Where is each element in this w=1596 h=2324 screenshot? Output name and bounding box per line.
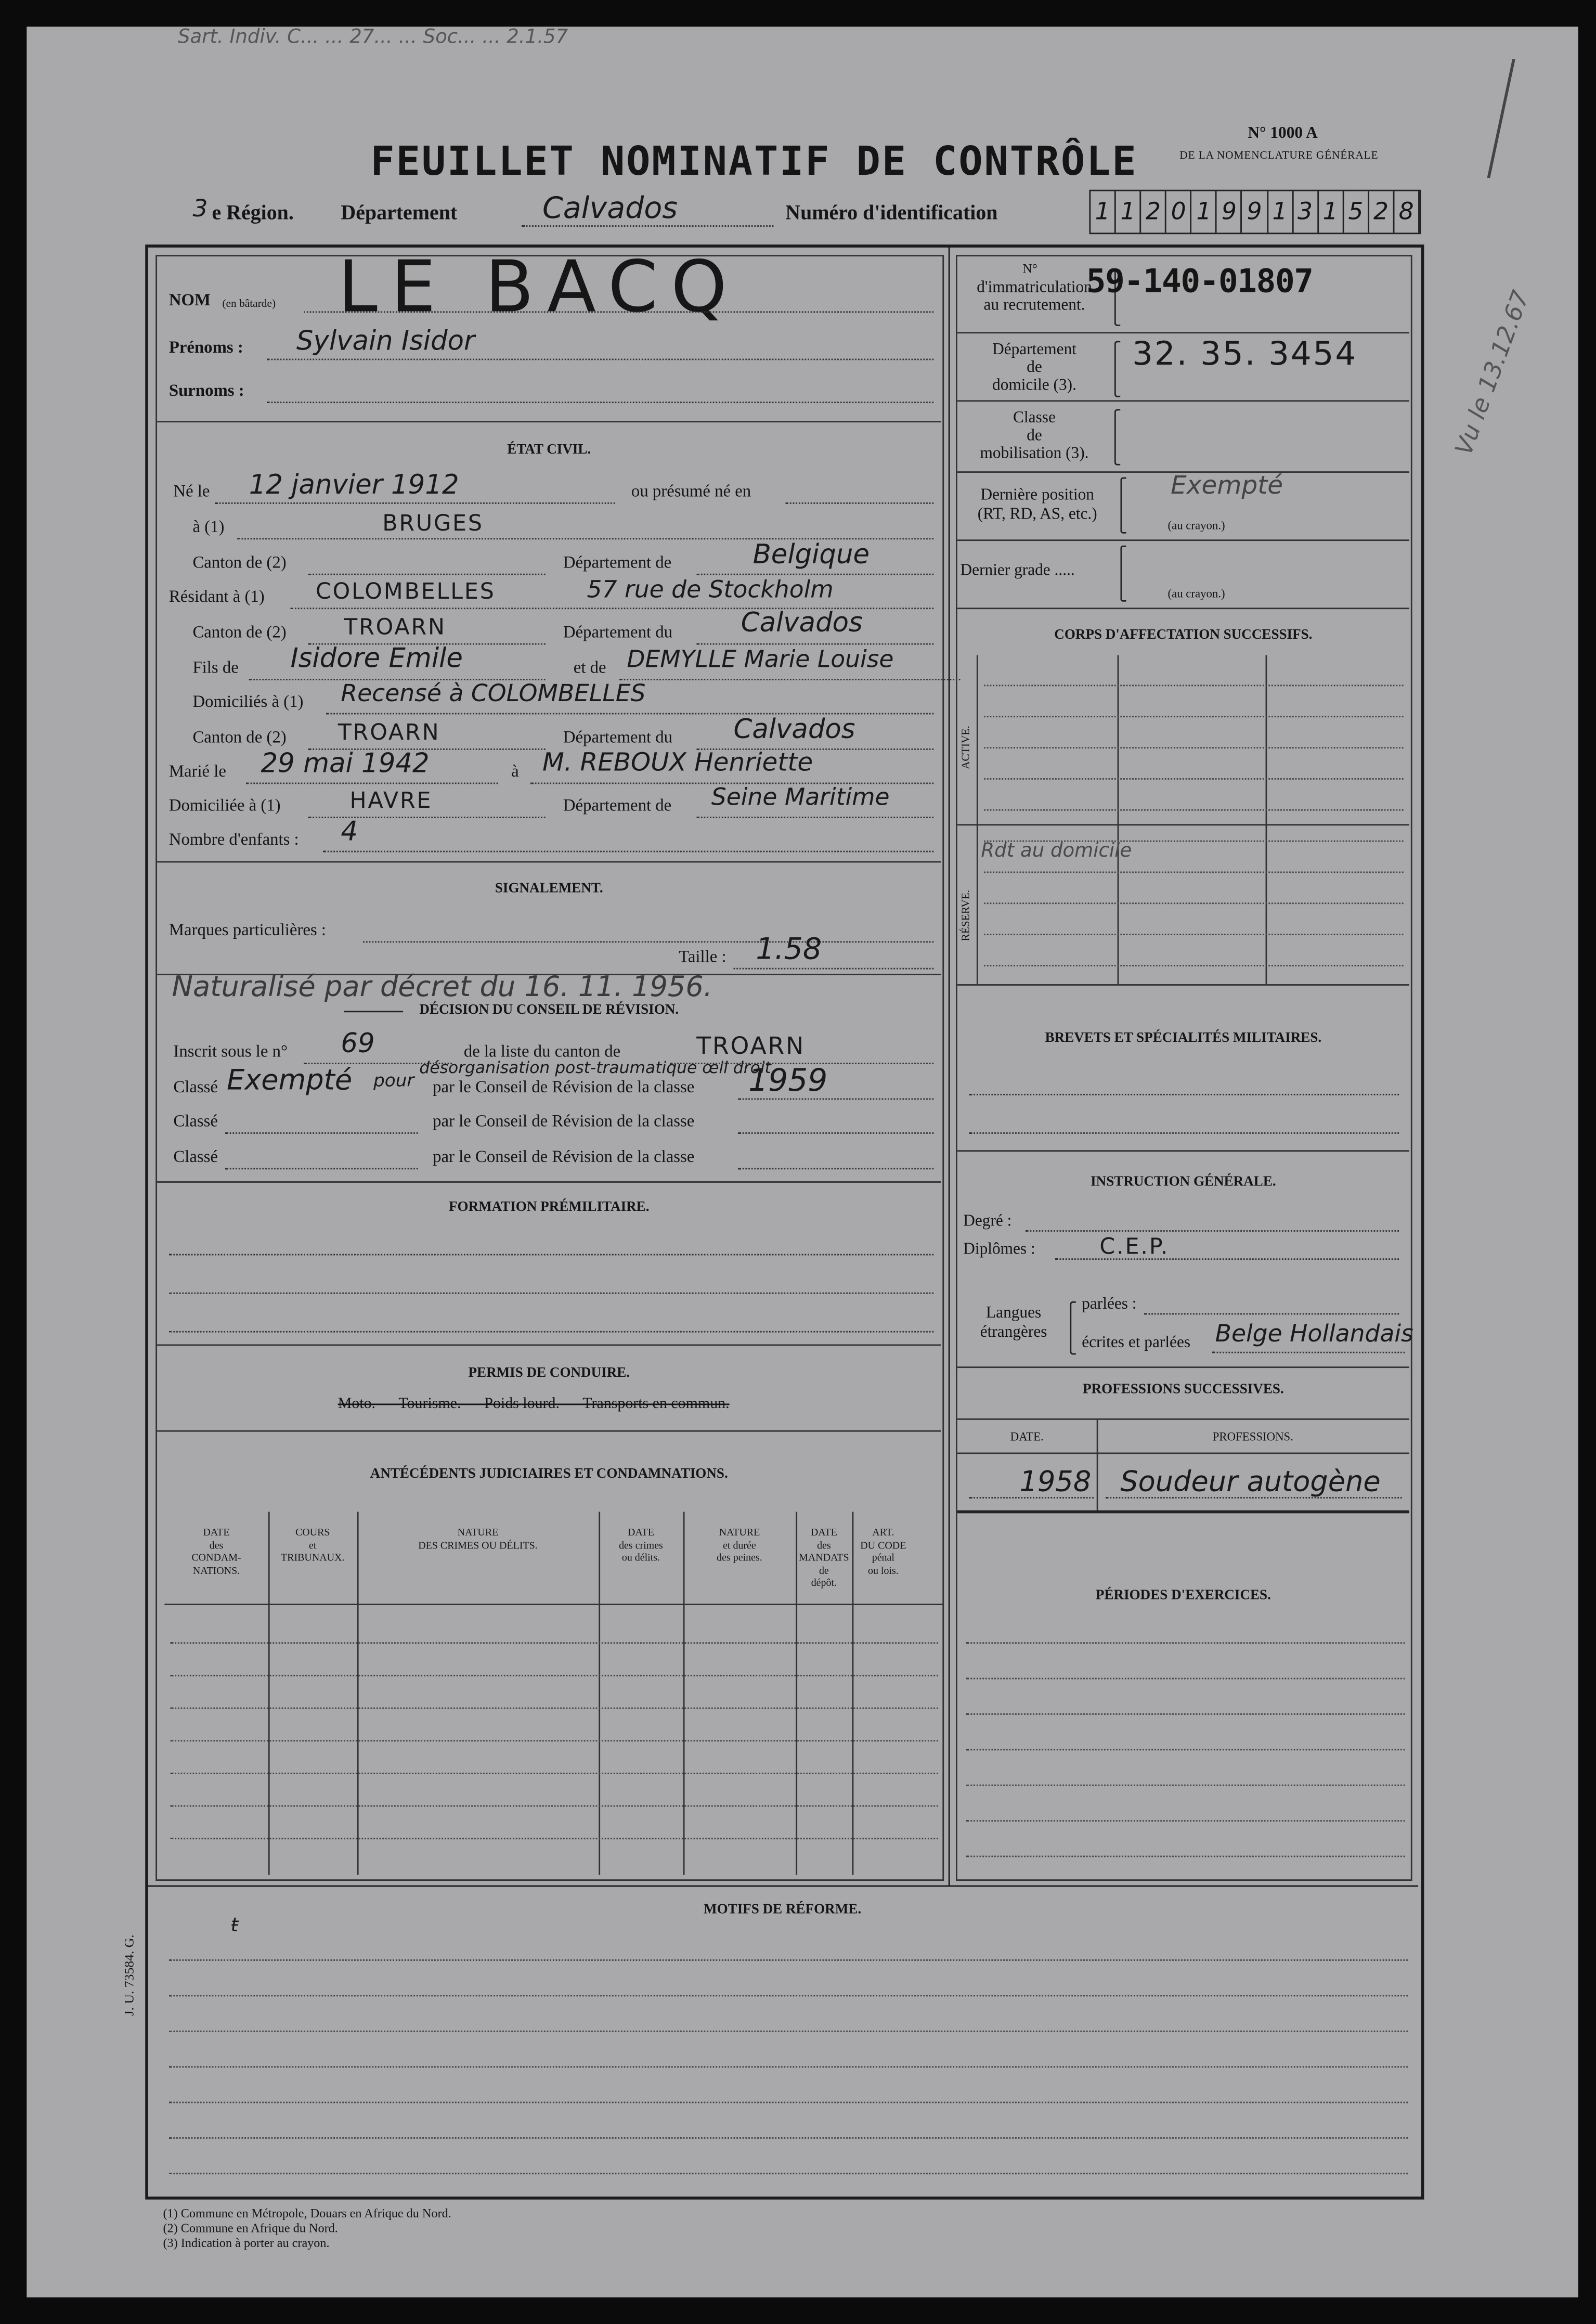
footnote-3: (3) Indication à porter au crayon. [163,2235,330,2250]
departement-value: Calvados [542,189,678,226]
marie-label: Marié le [168,763,226,781]
antecedents-header-rule [164,1604,944,1605]
antecedents-row-line [171,1675,938,1676]
classe-mob-label [961,409,1109,462]
antecedents-col-header-line: pénal [872,1552,894,1564]
langues-label-1: Langues [986,1304,1042,1322]
antecedents-col-header [164,1512,268,1604]
brevets-heading: BREVETS ET SPÉCIALITÉS MILITAIRES. [1045,1031,1322,1047]
residant-label: Résidant à (1) [168,588,265,606]
numero-digit: 8 [1394,191,1420,233]
corps-row-line [984,965,1403,966]
liste-label: de la liste du canton de [463,1043,621,1062]
region-label: e Région. [212,203,294,226]
formation-heading: FORMATION PRÉMILITAIRE. [448,1200,650,1216]
etat-civil-heading: ÉTAT CIVIL. [507,443,591,458]
corps-row-line [984,902,1403,904]
dept2-label: Département du [563,624,673,642]
instruction-heading: INSTRUCTION GÉNÉRALE. [1091,1175,1276,1191]
et-de-value: DEMYLLE Marie Louise [627,644,894,673]
enfants-label: Nombre d'enfants : [168,831,299,849]
corps-side-divider [977,655,978,984]
canton2-value: TROARN [344,613,446,640]
classe-mob-label-1: Classe [1013,409,1056,427]
antecedents-col-header-line: ART. [872,1526,894,1539]
antecedents-table [164,1512,944,1875]
langues-label [961,1305,1067,1343]
marie-a-value: M. REBOUX Henriette [542,748,813,778]
position-value: Exempté [1171,471,1283,501]
nomenclature-label: DE LA NOMENCLATURE GÉNÉRALE [1179,148,1379,162]
antecedents-heading: ANTÉCÉDENTS JUDICIAIRES ET CONDAMNATIONS. [370,1467,728,1482]
permis-items: Moto. — Tourisme. — Poids lourd. — Transports en commun. [338,1396,730,1413]
antecedents-col-header [683,1512,796,1604]
ne-le-label: Né le [173,483,210,501]
motifs-row-line [169,2031,1408,2032]
antecedents-col-header-line: COURS [295,1526,330,1539]
active-label: ACTIVE. [958,726,972,769]
dept-label: Département de [563,554,672,572]
footnotes [163,2205,451,2250]
ne-a-label: à (1) [192,519,225,537]
canton-label: Canton de (2) [192,554,287,572]
nom-label: NOM [168,292,211,310]
domicile-label-1: Département [992,341,1076,359]
numero-digit: 2 [1141,191,1167,233]
antecedents-col-header-line: et [309,1539,317,1552]
permis-heading: PERMIS DE CONDUIRE. [468,1366,630,1382]
marie-a-label: à [511,763,519,781]
nom-value: LE BACQ [338,246,741,329]
side-print: J. U. 73584. G. [121,1934,137,2016]
corps-row-line [984,809,1403,811]
antecedents-col-header-line: des [209,1539,224,1552]
antecedents-col-header-line: DATE [203,1526,230,1539]
numero-digit: 0 [1166,191,1192,233]
region-value: 3 [192,194,208,223]
antecedents-col-header [796,1512,852,1604]
pour-text: pour [373,1070,414,1091]
position-label-1: Dernière position [980,486,1094,504]
reserve-label: RÉSERVE. [958,889,972,941]
decision-heading: DÉCISION DU CONSEIL DE RÉVISION. [419,1003,679,1018]
periodes-row-line [966,1785,1405,1786]
et-de-label: et de [573,660,606,678]
antecedents-col-header-line: DATE [810,1526,837,1539]
form-number: N° 1000 A [1248,124,1318,143]
canton3-label: Canton de (2) [192,729,287,747]
domicilies-label: Domiciliés à (1) [192,693,304,712]
corps-active-reserve-rule [957,824,1409,825]
prenoms-value: Sylvain Isidor [296,326,475,357]
signalement-heading: SIGNALEMENT. [495,882,603,897]
numero-digit: 9 [1242,191,1268,233]
domicile-label-2: de [1027,358,1042,377]
motifs-row-line [169,2137,1408,2139]
antecedents-col-header-line: DATE [627,1526,654,1539]
antecedents-col-header [268,1512,357,1604]
antecedents-col-header-line: TRIBUNAUX. [280,1552,345,1564]
fils-value: Isidore Emile [290,643,463,675]
canton2-label: Canton de (2) [192,624,287,642]
marques-label: Marques particulières : [168,922,326,940]
classe1-label: Classé [173,1079,218,1097]
antecedents-col-header-line: CONDAM- [191,1552,241,1564]
corps-row-line [984,716,1403,717]
enfants-value: 4 [341,817,358,848]
ecrites-label: écrites et parlées [1082,1334,1191,1352]
corps-row-line [984,747,1403,748]
numero-digit: 1 [1091,191,1116,233]
numero-digit: 2 [1369,191,1395,233]
antecedents-col-header [357,1512,599,1604]
antecedents-col-header-line: des peines. [717,1552,762,1564]
dept3-value: Calvados [733,714,855,746]
antecedents-col-header-line: dépôt. [811,1577,837,1589]
motifs-row-line [169,2102,1408,2103]
prof-date-value: 1958 [1019,1466,1092,1499]
motifs-row-line [169,2173,1408,2174]
antecedents-col-header-line: NATIONS. [192,1564,240,1577]
diplomes-label: Diplômes : [963,1241,1035,1259]
par-conseil-2: par le Conseil de Révision de la classe [433,1113,695,1131]
footnote-1: (1) Commune en Métropole, Douars en Afrique du Nord. [163,2205,451,2220]
domicile-label-3: domicile (3). [992,376,1076,394]
top-scribble: Sart. Indiv. C... ... 27... ... Soc... ... 2.1.57 [177,27,568,49]
antecedents-col-header [852,1512,915,1604]
side-note: Vu le 13.12.67 [1449,287,1535,459]
domicilie-label: Domiciliée à (1) [168,797,281,816]
residant-value: COLOMBELLES [315,578,496,605]
professions-heading: PROFESSIONS SUCCESSIVES. [1083,1383,1284,1398]
classe-mob-label-2: de [1027,427,1042,445]
motifs-row-line [169,2066,1408,2068]
antecedents-col-header-line: NATURE [457,1526,499,1539]
nom-hint: (en bâtarde) [222,296,276,310]
domicile-value: 32. 35. 3454 [1132,336,1358,374]
parlees-label: parlées : [1082,1295,1137,1313]
antecedents-row-line [171,1773,938,1774]
numero-digit: 1 [1318,191,1344,233]
page-title: FEUILLET NOMINATIF DE CONTRÔLE [370,139,1138,186]
naturalise-note: Naturalisé par décret du 16. 11. 1956. [172,971,713,1004]
periodes-row-line [966,1678,1405,1680]
annee-value: 1959 [748,1063,828,1099]
corps-row-line [984,934,1403,935]
motifs-heading: MOTIFS DE RÉFORME. [704,1903,862,1918]
classe2-label: Classé [173,1113,218,1131]
residant-address: 57 rue de Stockholm [587,575,834,603]
dept4-value: Seine Maritime [711,782,890,811]
antecedents-col-header-line: et durée [723,1539,756,1552]
numero-digit: 1 [1192,191,1217,233]
domicilie-value: HAVRE [349,787,433,814]
antecedents-col-header-line: MANDATS [799,1552,849,1564]
classe3-label: Classé [173,1148,218,1167]
immat-value: 59-140-01807 [1086,264,1313,301]
dept2-value: Calvados [741,608,863,639]
position-label [961,486,1114,525]
corps-row-line [984,685,1403,686]
grade-crayon: (au crayon.) [1167,587,1225,601]
antecedents-row-line [171,1642,938,1644]
antecedents-col-header-line: DU CODE [860,1539,906,1552]
inscrit-value: 69 [341,1028,375,1060]
motifs-lines [169,1930,1408,2189]
dept4-label: Département de [563,797,672,816]
dept3-label: Département du [563,729,673,747]
periodes-row-line [966,1856,1405,1857]
canton3-value: TROARN [338,719,440,746]
ne-a-value: BRUGES [382,510,484,537]
reserve-value: Rdt au domicile [981,840,1132,863]
departement-label: Département [341,203,458,226]
surnoms-label: Surnoms : [168,382,244,401]
exempte-value: Exempté [226,1064,353,1097]
antecedents-row-line [171,1805,938,1807]
position-label-2: (RT, RD, AS, etc.) [977,505,1097,523]
antecedents-col-header-line: des crimes [619,1539,663,1552]
langues-label-2: étrangères [980,1323,1047,1341]
degre-label: Degré : [963,1212,1012,1231]
corps-heading: CORPS D'AFFECTATION SUCCESSIFS. [1054,628,1313,643]
periodes-row-line [966,1820,1405,1822]
periodes-row-line [966,1713,1405,1715]
prenoms-label: Prénoms : [168,339,243,357]
antecedents-row-line [171,1708,938,1709]
taille-label: Taille : [679,948,726,966]
antecedents-col-header-line: de [819,1564,829,1577]
par-conseil-1: par le Conseil de Révision de la classe [433,1079,695,1097]
motif-value: désorganisation post-traumatique œil droit [419,1058,771,1078]
antecedents-row-line [171,1740,938,1741]
antecedents-col-header-line: des [817,1539,831,1552]
motifs-mark: ŧ [231,1915,239,1938]
classe-mob-label-3: mobilisation (3). [980,444,1089,463]
par-conseil-3: par le Conseil de Révision de la classe [433,1148,695,1167]
numero-boxes [1089,190,1421,234]
presume-label: ou présumé né en [631,483,751,501]
antecedents-col-header [599,1512,683,1604]
liste-value: TROARN [696,1031,806,1060]
periodes-row-line [966,1642,1405,1644]
ecrites-value: Belge Hollandais [1215,1319,1413,1348]
immat-label-2: d'immatriculation [977,278,1092,296]
numero-digit: 1 [1268,191,1293,233]
motifs-row-line [169,1959,1408,1961]
periodes-row-line [966,1749,1405,1750]
corps-grid [957,655,1409,984]
fils-label: Fils de [192,660,239,678]
motifs-row-line [169,1995,1408,1996]
corps-row-line [984,778,1403,780]
numero-digit: 1 [1116,191,1141,233]
antecedents-col-header-line: NATURE [719,1526,760,1539]
ne-le-value: 12 janvier 1912 [249,470,459,501]
antecedents-col-header-line: ou délits. [621,1552,660,1564]
domicilies-value: Recensé à COLOMBELLES [341,679,646,707]
immat-label-3: au recrutement. [983,296,1085,315]
antecedents-row-line [171,1838,938,1839]
numero-label: Numéro d'identification [785,203,998,226]
antecedents-col-header-line: DES CRIMES OU DÉLITS. [418,1539,538,1552]
footnote-2: (2) Commune en Afrique du Nord. [163,2220,338,2236]
taille-value: 1.58 [756,931,822,966]
numero-digit: 3 [1293,191,1319,233]
prof-col-prof: PROFESSIONS. [1212,1430,1293,1444]
prof-col-date: DATE. [1010,1430,1044,1444]
corps-row-line [984,872,1403,873]
antecedents-col-header-line: ou lois. [867,1564,899,1577]
periodes-heading: PÉRIODES D'EXERCICES. [1095,1589,1271,1604]
diplomes-value: C.E.P. [1099,1233,1170,1260]
grade-label: Dernier grade ..... [960,561,1075,580]
periodes-lines [966,1616,1405,1882]
domicile-label [961,341,1109,394]
numero-digit: 5 [1344,191,1369,233]
numero-digit: 9 [1217,191,1243,233]
immat-label-1: N° [1022,261,1038,276]
inscrit-label: Inscrit sous le n° [173,1043,288,1062]
position-crayon: (au crayon.) [1167,519,1225,532]
dept-value: Belgique [752,539,870,571]
prof-value: Soudeur autogène [1120,1466,1381,1499]
marie-value: 29 mai 1942 [261,748,430,780]
